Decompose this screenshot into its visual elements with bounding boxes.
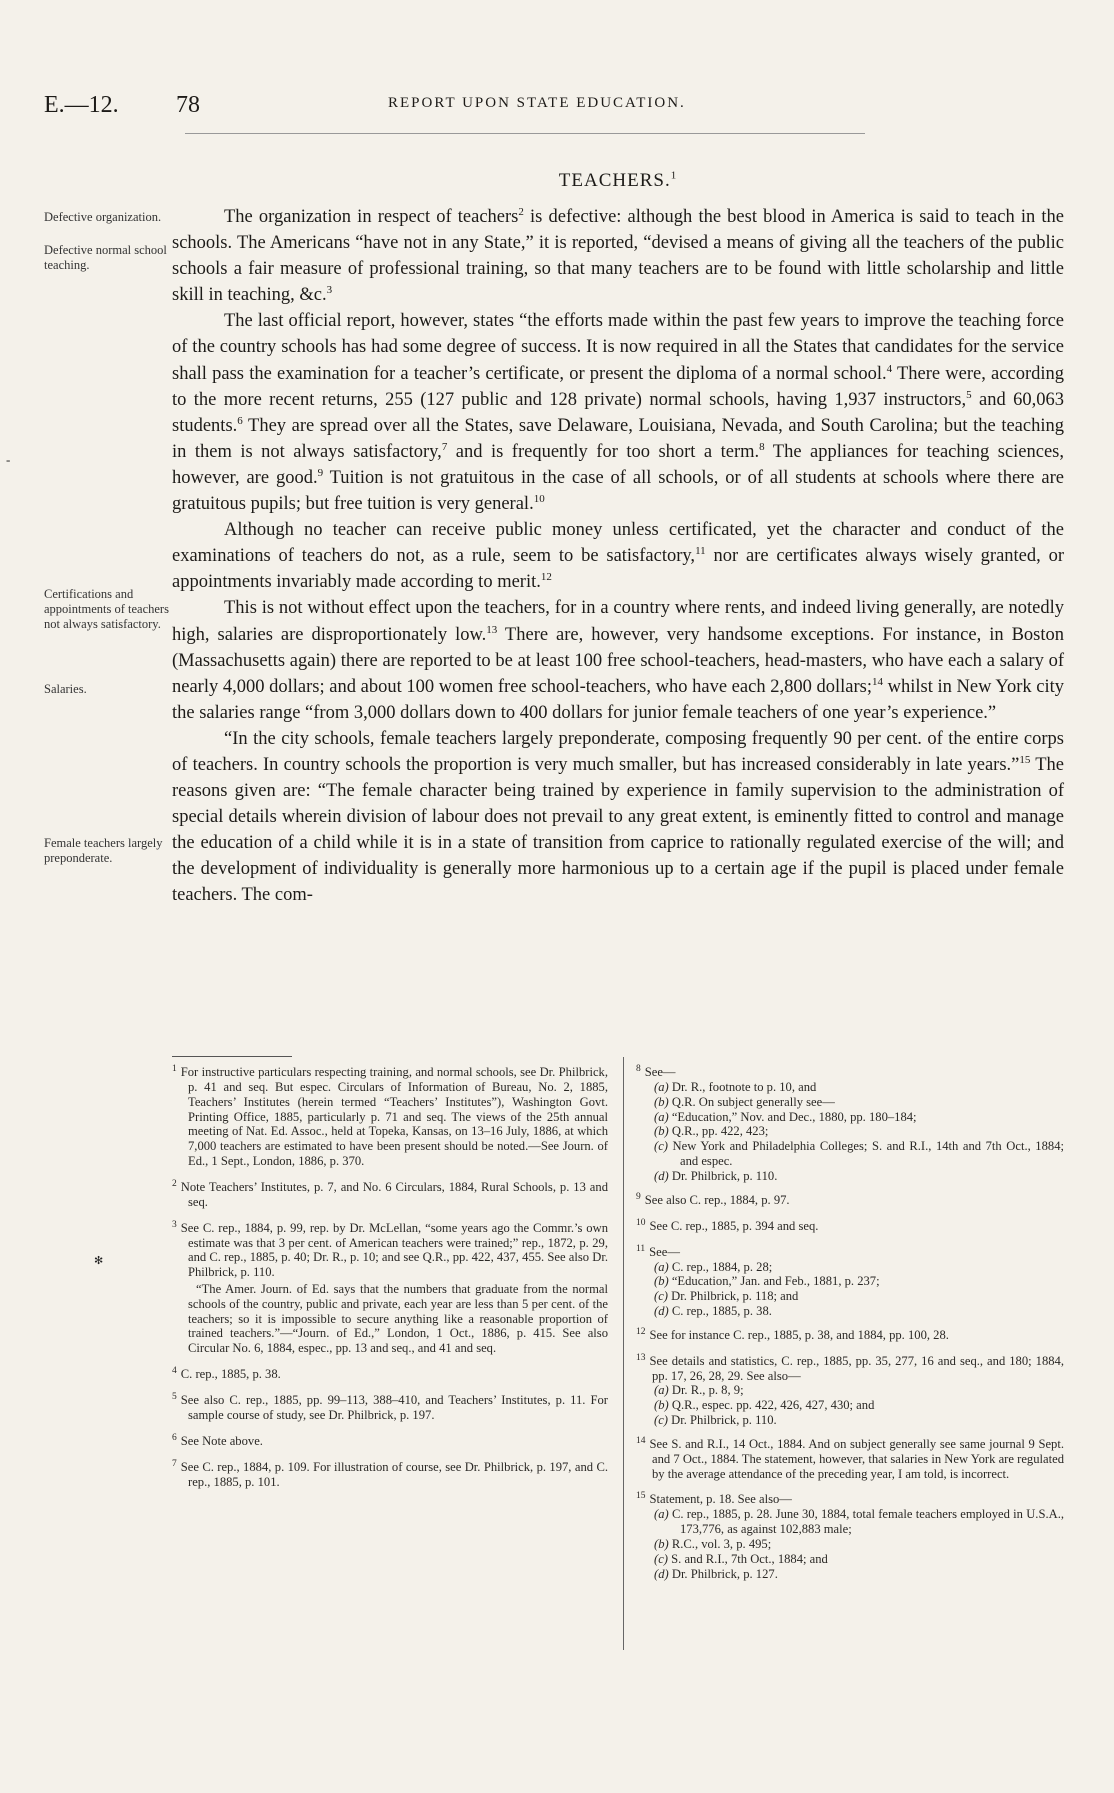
footnote-subitem	[636, 1383, 1064, 1398]
margin-note-certifications: Certifications and appointments of teachers not always satisfactory.	[44, 587, 169, 631]
subitem-text: Dr. Philbrick, p. 118; and	[671, 1289, 799, 1304]
subitem-text: New York and Philadelphia Colleges; S. and R.I., 14th and 7th Oct., 1884; and espec.	[672, 1139, 1064, 1168]
footnote-subitem	[636, 1124, 1064, 1139]
subitem-letter: (b)	[654, 1124, 669, 1139]
subitem-text: Dr. R., footnote to p. 10, and	[671, 1079, 817, 1094]
footnote-mark: 7	[172, 1458, 177, 1469]
header-rule	[185, 133, 865, 134]
footnote-sublist	[636, 1260, 1064, 1319]
footnote-mark: 8	[636, 1064, 641, 1074]
footnote-text: Statement, p. 18. See also—	[649, 1492, 792, 1507]
footnote-ref: 7	[441, 440, 448, 453]
footnote-mark: 11	[636, 1243, 646, 1254]
footnote-mark: 13	[636, 1352, 646, 1363]
footnote-ref: 1	[670, 169, 678, 182]
text-run: nor are certificates always wisely granted, or appointments invariably made according to merit.	[172, 546, 1064, 593]
footnote-subitem	[636, 1537, 1064, 1552]
footnote	[172, 1218, 608, 1280]
footnote	[636, 1242, 1064, 1260]
text-run: There were, according to the more recent returns, 255 (127 public and 128 private) normal schools, having 1,937 instructors,	[172, 363, 1064, 410]
footnote-subitem	[636, 1274, 1064, 1289]
footnote-mark: 2	[172, 1178, 177, 1189]
margin-note-defective-normal-school: Defective normal school teaching.	[44, 243, 167, 272]
text-run: is defective: although the best blood in America is said to teach in the schools. The Americans “have not in any State,” it is reported, “devised a means of giving all the teachers of the public schools a fair measure of professional training, so that many teachers are to be found with little scholarship and little skill in teaching, &c.	[172, 207, 1064, 306]
footnote-text: See—	[649, 1244, 680, 1259]
footnote	[636, 1434, 1064, 1482]
footnote-ref: 3	[326, 284, 333, 297]
footnote	[172, 1457, 608, 1490]
subitem-text: C. rep., 1885, p. 38.	[671, 1303, 772, 1318]
subitem-letter: (b)	[654, 1537, 669, 1552]
footnote-text: See—	[644, 1065, 676, 1080]
footnote-text: See S. and R.I., 14 Oct., 1884. And on subject generally see same journal 9 Sept. and 7 Oct., 1884. The statement, however, that salaries in New York are regulated by the average attendance of the preceding year, I am told, is incorrect.	[649, 1437, 1064, 1481]
footnote-ref: 6	[237, 414, 243, 427]
footnote-mark: 9	[636, 1191, 641, 1202]
footnote	[636, 1325, 1064, 1343]
footnote	[636, 1489, 1064, 1507]
footnote-subitem	[636, 1110, 1064, 1125]
subitem-text: Q.R., pp. 422, 423;	[671, 1124, 769, 1139]
footnote-mark: 3	[172, 1219, 177, 1230]
footnote-text: See for instance C. rep., 1885, p. 38, and 1884, pp. 100, 28.	[649, 1327, 949, 1342]
footnote-mark: 10	[636, 1217, 646, 1228]
footnote-column-divider	[623, 1057, 624, 1650]
footnote	[172, 1177, 608, 1210]
footnote	[636, 1190, 1064, 1208]
footnote-continuation: “The Amer. Journ. of Ed. says that the numbers that graduate from the normal schools of the country, public and private, each year are less than 5 per cent. of the teachers; so it is impossible to secure anything like a reasonable proportion of trained teachers.”—“Journ. of Ed.,” London, 1 Oct., 1886, p. 415. See also Circular No. 6, 1884, espec., pp. 13 and seq., and 41 and seq.	[188, 1281, 608, 1356]
footnote-ref: 5	[966, 388, 972, 401]
subitem-letter: (d)	[654, 1303, 669, 1318]
text-run: Although no teacher can receive public money unless certificated, yet the character and conduct of the examinations of teachers do not, as a rule, seem to be satisfactory,	[172, 520, 1064, 567]
footnote	[172, 1431, 608, 1449]
paragraph	[172, 595, 1064, 725]
footnote-subitem	[636, 1260, 1064, 1275]
footnote	[172, 1364, 608, 1382]
text-run: “In the city schools, female teachers largely preponderate, composing frequently 90 per cent. of the entire corps of teachers. In country schools the proportion is very much smaller, but has increased considerably in late years.”	[172, 728, 1064, 775]
subitem-letter: (d)	[654, 1168, 669, 1183]
body-text	[172, 204, 1064, 909]
subitem-letter: (c)	[654, 1139, 668, 1154]
subitem-letter: (c)	[654, 1289, 668, 1304]
text-run: They are spread over all the States, save Delaware, Louisiana, Nevada, and South Carolina; but the teaching in them is not always satisfactory,	[172, 415, 1064, 462]
footnote-subitem	[636, 1095, 1064, 1110]
subitem-letter: (b)	[654, 1274, 669, 1289]
footnote-text: See also C. rep., 1885, pp. 99–113, 388–410, and Teachers’ Institutes, p. 11. For sample course of study, see Dr. Philbrick, p. 197.	[180, 1393, 608, 1422]
paragraph	[172, 204, 1064, 308]
subitem-text: Q.R. On subject generally see—	[671, 1094, 835, 1109]
text-run: This is not without effect upon the teachers, for in a country where rents, and indeed living generally, are notedly high, salaries are disproportionately low.	[172, 598, 1064, 645]
subitem-text: Dr. Philbrick, p. 110.	[671, 1413, 777, 1428]
footnote-ref: 15	[1019, 753, 1031, 766]
footnote-ref: 14	[871, 675, 883, 688]
footnote-text: See also C. rep., 1884, p. 97.	[644, 1192, 790, 1207]
footnote-text: C. rep., 1885, p. 38.	[180, 1367, 281, 1382]
subitem-text: Dr. Philbrick, p. 110.	[671, 1168, 778, 1183]
footnote-ref: 12	[540, 571, 552, 584]
running-header	[44, 92, 1094, 120]
subitem-text: “Education,” Jan. and Feb., 1881, p. 237;	[671, 1274, 880, 1289]
footnote-subitem	[636, 1304, 1064, 1319]
footnote-mark: 14	[636, 1435, 646, 1446]
footnote-ref: 13	[486, 623, 498, 636]
footnote-subitem	[636, 1139, 1064, 1169]
footnote-sublist	[636, 1507, 1064, 1581]
footnote-mark: 4	[172, 1365, 177, 1376]
footnote-mark: 5	[172, 1391, 177, 1402]
text-run: and 60,063 students.	[172, 389, 1064, 436]
ink-mark: ✻	[94, 1255, 104, 1267]
footnote-text: See C. rep., 1884, p. 99, rep. by Dr. McLellan, “some years ago the Commr.’s own estimate was that 3 per cent. of American teachers were trained;” rep., 1872, p. 29, and C. rep., 1885, p. 40; Dr. R., p. 10; and see Q.R., pp. 422, 437, 455. See also Dr. Philbrick, p. 110.	[180, 1220, 608, 1280]
footnote-text: See C. rep., 1885, p. 394 and seq.	[649, 1218, 819, 1233]
footnote-subitem	[636, 1398, 1064, 1413]
subitem-text: Dr. R., p. 8, 9;	[671, 1383, 744, 1398]
footnote-mark: 6	[172, 1432, 177, 1443]
text-run: and is frequently for too short a term.	[447, 441, 760, 462]
subitem-text: C. rep., 1884, p. 28;	[671, 1259, 773, 1274]
subitem-letter: (a)	[654, 1259, 669, 1274]
footnote-sublist	[636, 1080, 1064, 1184]
section-title	[172, 170, 1064, 192]
footnote-mark: 1	[172, 1064, 177, 1074]
footnote-rule	[172, 1056, 292, 1057]
footnote-text: See Note above.	[180, 1433, 263, 1448]
footnote-text: See C. rep., 1884, p. 109. For illustration of course, see Dr. Philbrick, p. 197, and C. rep., 1885, p. 101.	[180, 1459, 608, 1489]
footnote-subitem	[636, 1169, 1064, 1184]
footnote	[636, 1351, 1064, 1384]
paragraph	[172, 308, 1064, 517]
running-title: REPORT UPON STATE EDUCATION.	[388, 95, 686, 111]
footnote-ref: 8	[759, 440, 765, 453]
subitem-text: S. and R.I., 7th Oct., 1884; and	[671, 1551, 828, 1566]
margin-note-salaries: Salaries.	[44, 682, 87, 696]
footnote-text: Note Teachers’ Institutes, p. 7, and No. 6 Circulars, 1884, Rural Schools, p. 13 and seq.	[180, 1179, 608, 1209]
footnote-ref: 10	[533, 492, 545, 505]
footnotes-right-column	[636, 1062, 1064, 1581]
section-title-text: TEACHERS.	[558, 170, 671, 191]
footnote-subitem	[636, 1289, 1064, 1304]
text-run: There are, however, very handsome exceptions. For instance, in Boston (Massachusetts again) there are reported to be at least 100 free school-teachers, head-masters, who have each a salary of nearly 4,000 dollars; and about 100 women free school-teachers, who have each 2,800 dollars;	[172, 624, 1065, 697]
subitem-letter: (d)	[654, 1566, 669, 1581]
page-number: 78	[176, 92, 200, 118]
paragraph	[172, 726, 1064, 909]
footnote-ref: 9	[317, 466, 324, 479]
subitem-letter: (a)	[654, 1507, 669, 1522]
footnote-subitem	[636, 1552, 1064, 1567]
footnote-mark: 12	[636, 1326, 646, 1337]
text-run: Tuition is not gratuitous in the case of all schools, or of all students at schools where there are gratuitous pupils; but free tuition is very general.	[172, 467, 1065, 515]
subitem-letter: (a)	[654, 1109, 669, 1124]
subitem-letter: (b)	[654, 1094, 669, 1109]
document-reference: E.—12.	[44, 92, 119, 118]
paragraph	[172, 517, 1064, 595]
margin-mark: -	[6, 452, 11, 467]
text-run: whilst in New York city the salaries range “from 3,000 dollars down to 400 dollars for junior female teachers of one year’s experience.”	[172, 676, 1064, 723]
footnote-subitem	[636, 1507, 1064, 1537]
text-run: The appliances for teaching sciences, however, are good.	[172, 441, 1065, 488]
subitem-letter: (c)	[654, 1413, 668, 1428]
footnote	[172, 1062, 608, 1169]
footnote-text: See details and statistics, C. rep., 1885, pp. 35, 277, 16 and seq., and 180; 1884, pp. 17, 26, 28, 29. See also—	[649, 1353, 1064, 1383]
subitem-text: R.C., vol. 3, p. 495;	[671, 1537, 772, 1552]
footnote	[636, 1216, 1064, 1234]
footnote-ref: 11	[695, 545, 706, 558]
footnote-subitem	[636, 1413, 1064, 1428]
subitem-letter: (a)	[654, 1079, 669, 1094]
subitem-text: “Education,” Nov. and Dec., 1880, pp. 180–184;	[671, 1109, 917, 1124]
subitem-letter: (a)	[654, 1383, 669, 1398]
footnote-subitem	[636, 1080, 1064, 1095]
subitem-text: Dr. Philbrick, p. 127.	[671, 1566, 778, 1581]
subitem-text: C. rep., 1885, p. 28. June 30, 1884, total female teachers employed in U.S.A., 173,776, as against 102,883 male;	[671, 1507, 1064, 1537]
footnote-ref: 2	[518, 205, 524, 218]
text-run: The organization in respect of teachers	[224, 207, 519, 227]
footnote-subitem	[636, 1567, 1064, 1582]
margin-note-defective-organization: Defective organization.	[44, 210, 162, 224]
margin-note-female-teachers: Female teachers largely preponderate.	[44, 836, 163, 865]
footnotes-left-column	[172, 1062, 608, 1497]
footnote-sublist	[636, 1383, 1064, 1427]
text-run: The reasons given are: “The female character being trained by experience in family supervision to the administration of special details wherein division of labour does not prevail to any great extent, is eminently fitted to control and manage the education of a child while it is in a state of transition from caprice to rationally regulated exercise of the will; and the development of individuality is generally more harmonious up to a certain age if the pupil is placed under female teachers. The com-	[172, 754, 1064, 906]
footnote-mark: 15	[636, 1491, 646, 1502]
subitem-letter: (b)	[654, 1398, 669, 1413]
footnote	[172, 1390, 608, 1423]
text-run: The last official report, however, states “the efforts made within the past few years to improve the teaching force of the country schools has had some degree of success. It is now required in all the States that candidates for the service shall pass the examination for a teacher’s certificate, or present the diploma of a normal school.	[172, 311, 1064, 384]
footnote-text: For instructive particulars respecting training, and normal schools, see Dr. Philbrick, p. 41 and seq. But espec. Circulars of Information of Bureau, No. 2, 1885, Teachers’ Institutes (herein termed “Teachers’ Institutes”), Washington Govt. Printing Office, 1885, particularly p. 71 and seq. The views of the 25th annual meeting of Nat. Ed. Assoc., held at Topeka, Kansas, on 13–16 July, 1886, at which 7,000 teachers are estimated to have been present should be noted.—See Journ. of Ed., 1 Sept., London, 1886, p. 370.	[180, 1065, 608, 1168]
footnote	[636, 1062, 1064, 1080]
subitem-text: Q.R., espec. pp. 422, 426, 427, 430; and	[671, 1398, 875, 1413]
footnote-ref: 4	[886, 362, 893, 375]
subitem-letter: (c)	[654, 1551, 668, 1566]
